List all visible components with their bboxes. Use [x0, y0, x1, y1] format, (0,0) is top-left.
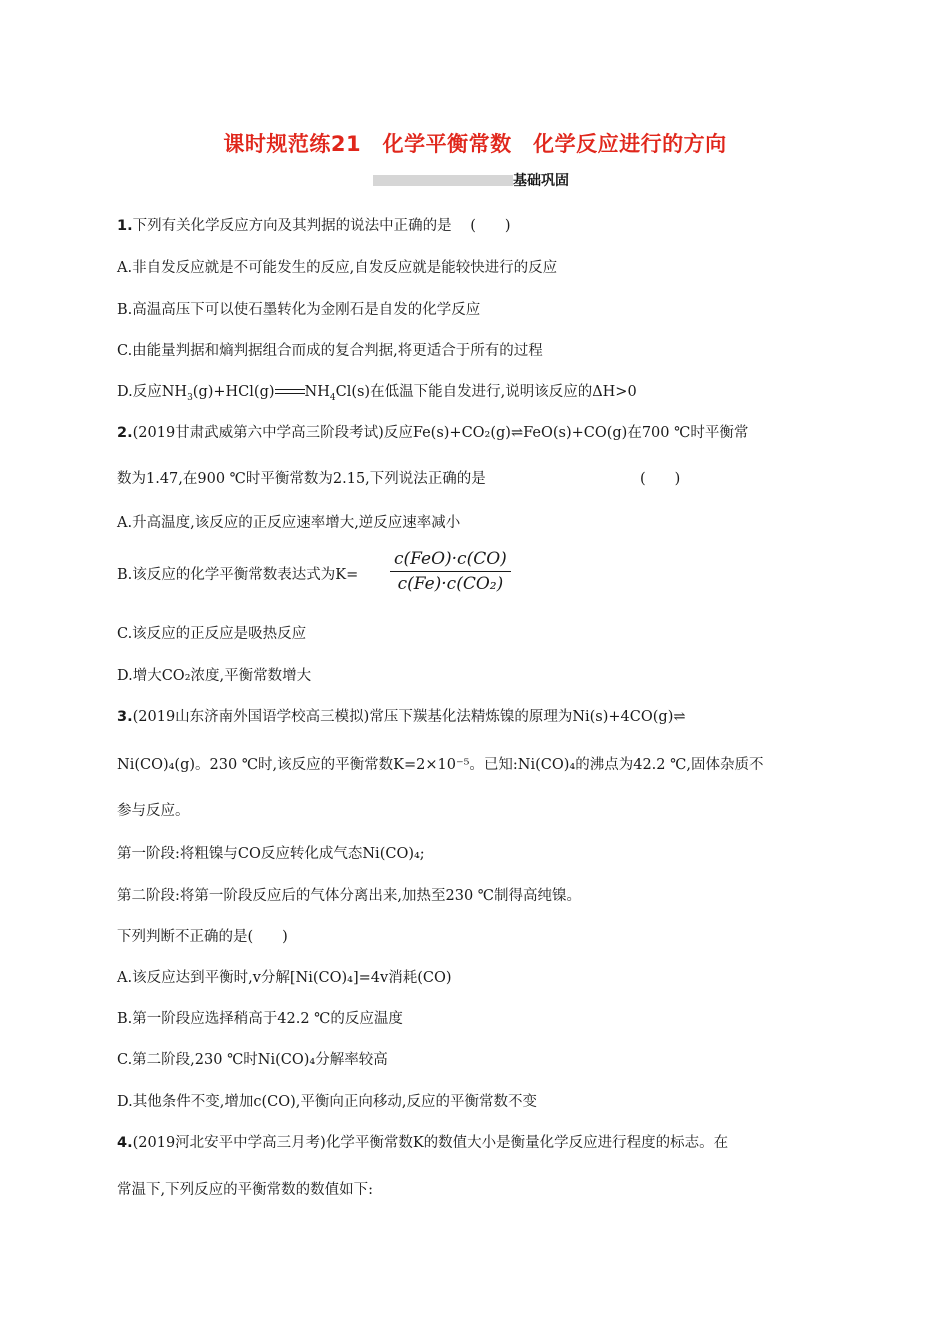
q3-line3: 参与反应。 [117, 803, 190, 819]
q3-option-b: B.第一阶段应选择稍高于42.2 ℃的反应温度 [117, 1011, 403, 1027]
q2-option-a: A.升高温度,该反应的正反应速率增大,逆反应速率减小 [117, 515, 461, 531]
equals-arrow-icon [275, 387, 305, 397]
section-label: 基础巩固 [513, 173, 569, 189]
q2-option-d: D.增大CO₂浓度,平衡常数增大 [117, 668, 312, 684]
q4-line2: 常温下,下列反应的平衡常数的数值如下: [117, 1182, 373, 1198]
text-part: Cl(s)在低温下能自发进行,说明该反应的ΔH>0 [335, 384, 637, 400]
q3-line2: Ni(CO)₄(g)。230 ℃时,该反应的平衡常数K=2×10⁻⁵。已知:Ni(CO)₄的沸点为42.2 ℃,固体杂质不 [117, 757, 764, 773]
answer-paren: ( ) [640, 471, 681, 487]
q3-line5: 第二阶段:将第一阶段反应后的气体分离出来,加热至230 ℃制得高纯镍。 [117, 888, 581, 904]
q2-line2: 数为1.47,在900 ℃时平衡常数为2.15,下列说法正确的是 [117, 471, 486, 487]
q4-line1 [117, 1131, 728, 1152]
q3-line1 [117, 705, 686, 726]
q1-option-a: A.非自发反应就是不可能发生的反应,自发反应就是能较快进行的反应 [117, 260, 558, 276]
question-number: 2. [117, 425, 133, 441]
q2-line1 [117, 421, 748, 442]
question-text: 下列有关化学反应方向及其判据的说法中正确的是 [132, 218, 452, 234]
q1-stem [117, 214, 511, 235]
page-title: 课时规范练21 化学平衡常数 化学反应进行的方向 [223, 132, 727, 156]
q1-option-c: C.由能量判据和熵判据组合而成的复合判据,将更适合于所有的过程 [117, 343, 543, 359]
equilibrium-fraction [390, 549, 511, 594]
q3-option-c: C.第二阶段,230 ℃时Ni(CO)₄分解率较高 [117, 1052, 388, 1068]
section-header [373, 170, 569, 190]
q3-option-a: A.该反应达到平衡时,v分解[Ni(CO)₄]=4v消耗(CO) [117, 970, 452, 986]
q1-option-b: B.高温高压下可以使石墨转化为金刚石是自发的化学反应 [117, 302, 481, 318]
q3-line4: 第一阶段:将粗镍与CO反应转化成气态Ni(CO)₄; [117, 846, 425, 862]
text-part: D.反应NH [117, 384, 188, 400]
text-part: NH [304, 384, 330, 400]
fraction-denominator: c(Fe)·c(CO₂) [397, 574, 504, 594]
question-text: (2019河北安平中学高三月考)化学平衡常数K的数值大小是衡量化学反应进行程度的标志。在 [132, 1135, 729, 1151]
q3-option-d: D.其他条件不变,增加c(CO),平衡向正向移动,反应的平衡常数不变 [117, 1094, 537, 1110]
q2-option-b: B.该反应的化学平衡常数表达式为K= [117, 567, 359, 583]
question-number: 3. [117, 709, 133, 725]
question-text: (2019甘肃武威第六中学高三阶段考试)反应Fe(s)+CO₂(g)⇌FeO(s)+CO(g)在700 ℃时平衡常 [132, 425, 749, 441]
q3-line6: 下列判断不正确的是( ) [117, 929, 288, 945]
question-number: 1. [117, 218, 133, 234]
subscript: 4 [329, 392, 336, 403]
question-number: 4. [117, 1135, 133, 1151]
subscript: 3 [187, 392, 193, 403]
question-text: (2019山东济南外国语学校高三模拟)常压下羰基化法精炼镍的原理为Ni(s)+4CO(g)⇌ [132, 709, 686, 725]
section-bar [373, 175, 513, 186]
q1-option-d [117, 380, 637, 403]
text-part: (g)+HCl(g) [192, 384, 275, 400]
fraction-numerator: c(FeO)·c(CO) [390, 549, 511, 572]
answer-paren: ( ) [470, 218, 511, 234]
q2-option-c: C.该反应的正反应是吸热反应 [117, 626, 307, 642]
